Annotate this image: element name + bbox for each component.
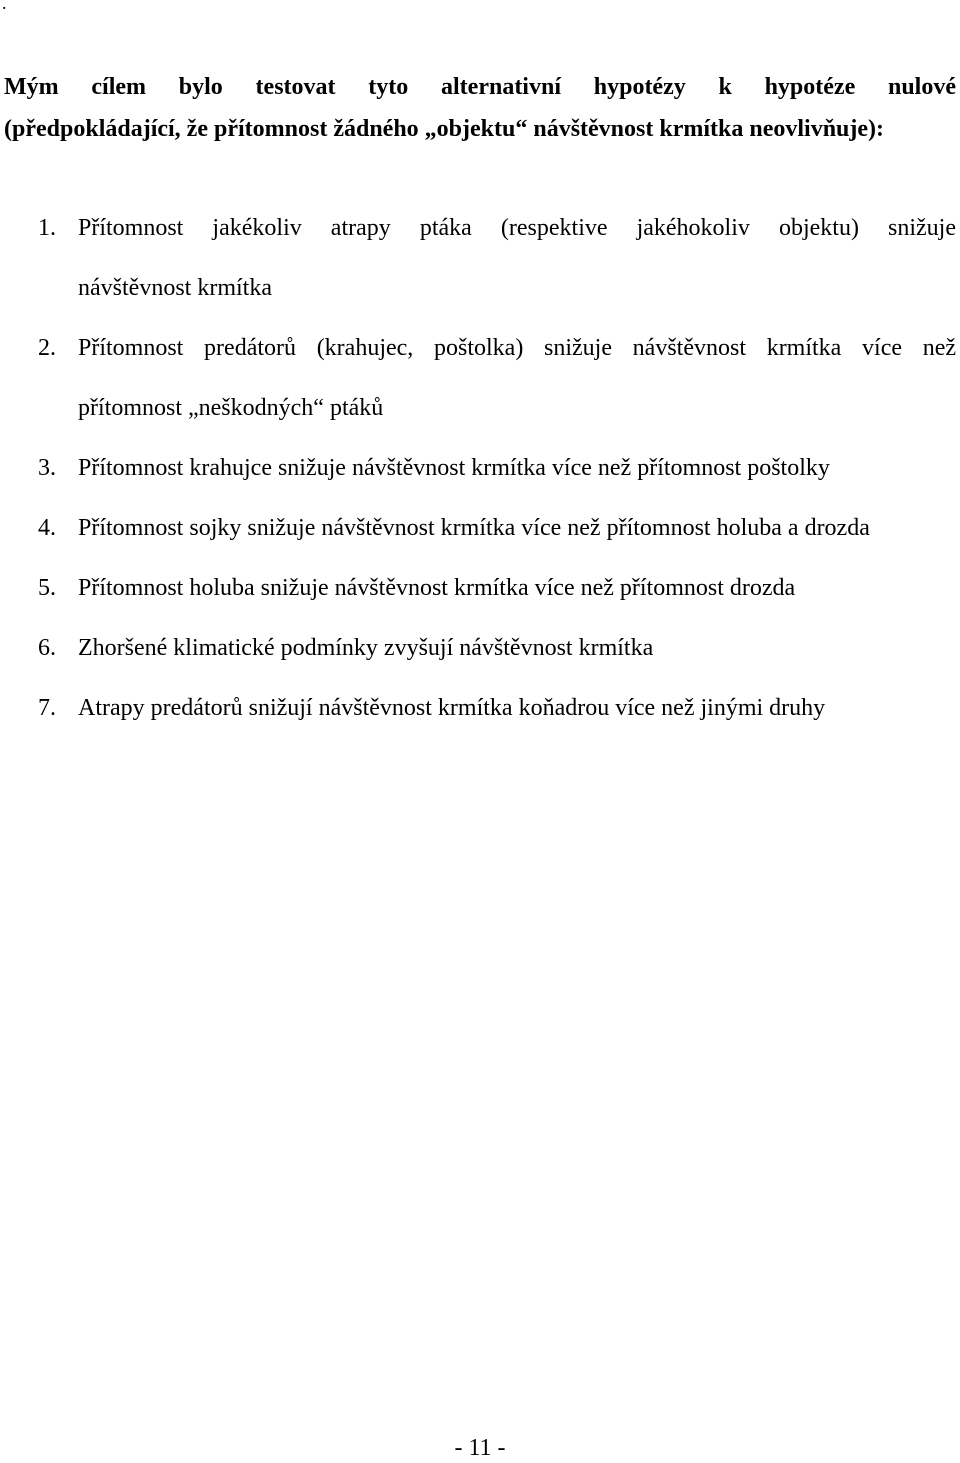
list-item-6 [0,618,960,678]
intro-line-1: Mým cílem bylo testovat tyto alternativní hypotézy k hypotéze nulové [4,74,956,100]
list-item-7 [0,678,960,738]
list-item-3 [0,438,960,498]
list-item-number: 2. [38,335,56,361]
intro-line-2: (předpokládající, že přítomnost žádného „objektu“ návštěvnost krmítka neovlivňuje): [4,116,885,142]
intro-paragraph [4,66,956,150]
list-item-number: 5. [38,575,56,601]
list-item-number: 1. [38,215,56,241]
hypotheses-list [0,198,960,738]
list-item-number: 3. [38,455,56,481]
page-number: - 11 - [454,1435,506,1461]
list-item-text: Zhoršené klimatické podmínky zvyšují návštěvnost krmítka [78,635,654,661]
list-item-text: Přítomnost sojky snižuje návštěvnost krmítka více než přítomnost holuba a drozda [78,515,870,541]
list-item-text: Přítomnost jakékoliv atrapy ptáka (respektive jakéhokoliv objektu) snižuje [78,215,956,241]
list-item-1 [0,198,960,318]
list-item-4 [0,498,960,558]
list-item-text-continued: přítomnost „neškodných“ ptáků [78,395,384,421]
list-item-5 [0,558,960,618]
list-item-2 [0,318,960,438]
list-item-text: Přítomnost holuba snižuje návštěvnost krmítka více než přítomnost drozda [78,575,796,601]
list-item-number: 7. [38,695,56,721]
list-item-text: Přítomnost krahujce snižuje návštěvnost krmítka více než přítomnost poštolky [78,455,830,481]
list-item-number: 4. [38,515,56,541]
list-item-text-continued: návštěvnost krmítka [78,275,272,301]
stray-mark: . [2,0,7,13]
list-item-text: Atrapy predátorů snižují návštěvnost krmítka koňadrou více než jinými druhy [78,695,826,721]
list-item-number: 6. [38,635,56,661]
list-item-text: Přítomnost predátorů (krahujec, poštolka) snižuje návštěvnost krmítka více než [78,335,956,361]
